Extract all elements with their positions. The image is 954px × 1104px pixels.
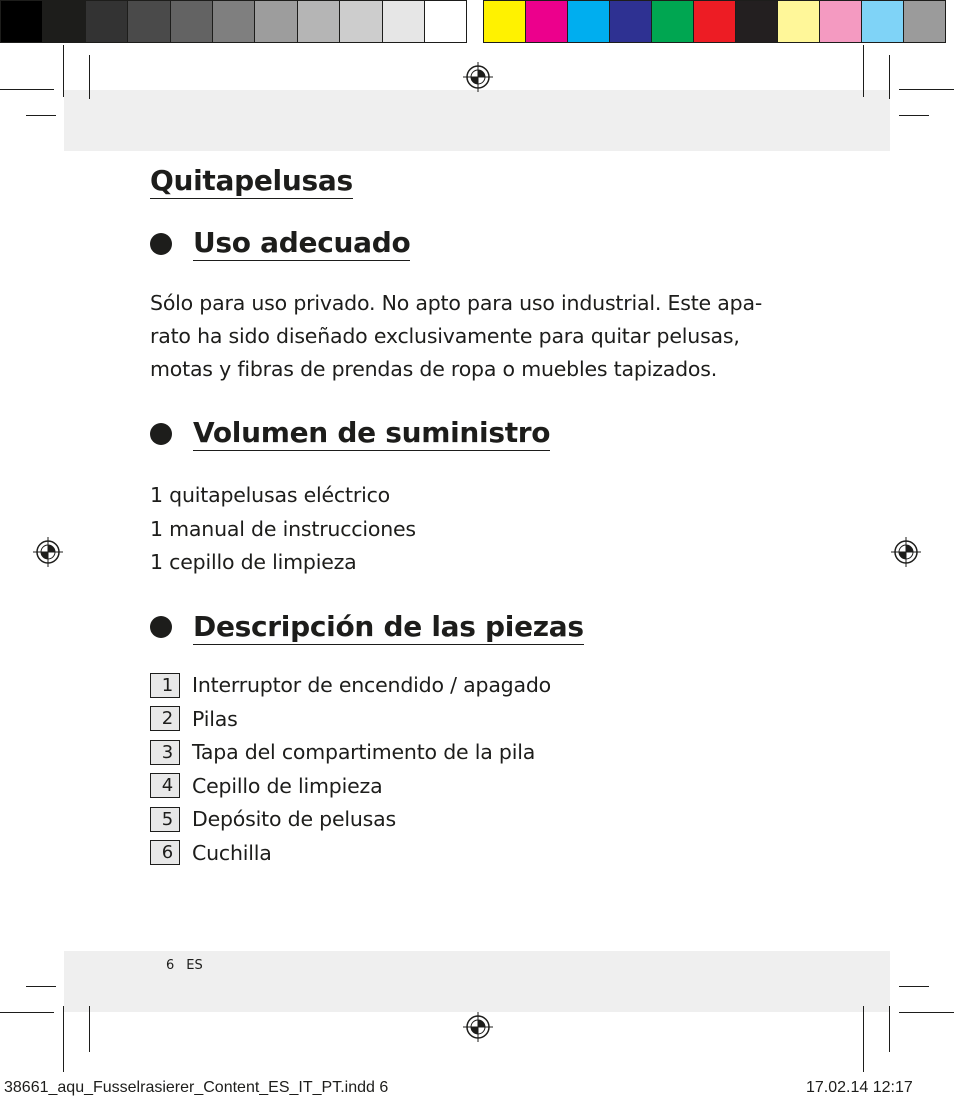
slug-date-time: 17.02.14 12:17	[806, 1079, 913, 1096]
color-swatch	[861, 0, 904, 43]
color-swatch	[777, 0, 820, 43]
part-label: Cepillo de limpieza	[192, 773, 383, 798]
crop-mark	[863, 1006, 864, 1072]
section-title: Volumen de suministro	[193, 416, 551, 449]
list-item	[150, 702, 830, 736]
part-label: Tapa del compartimento de la pila	[192, 740, 536, 765]
crop-mark	[899, 1012, 954, 1013]
color-swatch	[693, 0, 736, 43]
crop-mark	[863, 45, 864, 97]
color-swatch	[651, 0, 694, 43]
slug-file-name: 38661_aqu_Fusselrasierer_Content_ES_IT_PT.indd 6	[4, 1079, 389, 1096]
part-number-box: 4	[150, 773, 180, 798]
part-label: Cuchilla	[192, 840, 272, 865]
part-number-box: 3	[150, 740, 180, 765]
list-item	[150, 669, 830, 703]
part-number-box: 5	[150, 807, 180, 832]
registration-mark-icon	[891, 537, 921, 567]
page-folio	[166, 958, 215, 973]
page-content	[150, 164, 830, 870]
color-swatch	[424, 0, 467, 43]
intended-use-paragraph	[150, 287, 830, 386]
color-swatch	[297, 0, 340, 43]
part-number-box: 6	[150, 840, 180, 865]
list-item: 1 quitapelusas eléctrico	[150, 483, 390, 507]
color-swatch	[127, 0, 170, 43]
crop-mark	[889, 55, 890, 99]
color-swatch	[903, 0, 946, 43]
crop-mark	[89, 1006, 90, 1052]
color-swatch	[0, 0, 43, 43]
section-title: Descripción de las piezas	[193, 609, 584, 643]
color-swatch	[170, 0, 213, 43]
section-heading-volumen-de-suministro	[150, 416, 830, 451]
color-calibration-bar	[483, 0, 945, 45]
color-swatch	[567, 0, 610, 43]
registration-mark-icon	[463, 1012, 493, 1042]
page-title: Quitapelusas	[150, 164, 353, 197]
section-heading-uso-adecuado	[150, 226, 830, 261]
list-item	[150, 736, 830, 770]
color-swatch	[254, 0, 297, 43]
section-heading-descripcion-de-las-piezas	[150, 610, 830, 645]
section-title: Uso adecuado	[193, 226, 411, 259]
crop-mark	[899, 115, 929, 116]
color-swatch	[339, 0, 382, 43]
color-swatch	[382, 0, 425, 43]
list-item	[150, 803, 830, 837]
registration-mark-icon	[463, 62, 493, 92]
bullet-icon	[150, 233, 172, 255]
bullet-icon	[150, 423, 172, 445]
color-swatch	[42, 0, 85, 43]
crop-mark	[899, 986, 929, 987]
crop-mark	[63, 1006, 64, 1072]
paragraph-line: rato ha sido diseñado exclusivamente para quitar pelusas,	[150, 324, 740, 348]
color-swatch	[212, 0, 255, 43]
crop-mark	[89, 55, 90, 99]
crop-mark	[26, 115, 56, 116]
grayscale-calibration-bar	[0, 0, 466, 45]
part-label: Pilas	[192, 706, 238, 731]
delivery-list	[150, 479, 830, 580]
color-swatch	[735, 0, 778, 43]
part-number-box: 1	[150, 673, 180, 698]
crop-mark	[889, 1006, 890, 1052]
color-swatch	[525, 0, 568, 43]
crop-mark	[0, 89, 54, 90]
crop-mark	[26, 986, 56, 987]
registration-mark-icon	[33, 537, 63, 567]
list-item: 1 manual de instrucciones	[150, 516, 416, 541]
parts-list	[150, 669, 830, 870]
bullet-icon	[150, 616, 172, 638]
crop-mark	[63, 45, 64, 97]
color-swatch	[609, 0, 652, 43]
part-label: Interruptor de encendido / apagado	[192, 673, 552, 698]
color-swatch	[483, 0, 526, 43]
header-band	[64, 90, 890, 151]
color-swatch	[819, 0, 862, 43]
list-item	[150, 769, 830, 803]
paragraph-line: Sólo para uso privado. No apto para uso industrial. Este apa-	[150, 291, 763, 315]
crop-mark	[899, 89, 954, 90]
paragraph-line: motas y fibras de prendas de ropa o muebles tapizados.	[150, 357, 718, 381]
color-swatch	[85, 0, 128, 43]
page-number: 6	[166, 958, 175, 973]
part-number-box: 2	[150, 706, 180, 731]
list-item: 1 cepillo de limpieza	[150, 550, 357, 574]
list-item	[150, 836, 830, 870]
crop-mark	[0, 1012, 54, 1013]
language-code: ES	[186, 958, 203, 973]
part-label: Depósito de pelusas	[192, 807, 397, 832]
